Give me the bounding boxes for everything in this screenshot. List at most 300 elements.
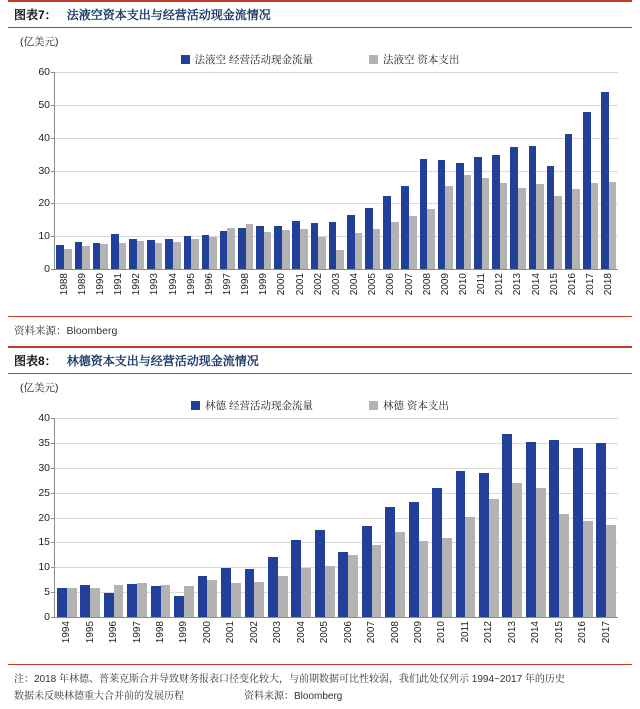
figure7-title: 法液空资本支出与经营活动现金流情况: [66, 8, 271, 22]
bar-capex: [300, 229, 308, 269]
bar-group: [109, 72, 127, 269]
figure7-legend-capex: [369, 52, 459, 67]
x-tick-cell: [102, 617, 125, 643]
x-tick-cell: [313, 617, 336, 643]
bar-group: [524, 418, 547, 617]
x-tick-label: 1993: [149, 273, 161, 296]
x-tick-cell: [200, 269, 218, 295]
bar-group: [164, 72, 182, 269]
bar-capex: [583, 521, 593, 617]
figure8-y-tick: 25: [38, 486, 50, 499]
bar-group: [243, 418, 266, 617]
x-tick-label: 1992: [131, 273, 143, 296]
x-tick-cell: [582, 269, 600, 295]
bar-cash-flow: [385, 507, 395, 617]
x-tick-cell: [454, 617, 477, 643]
bar-group: [55, 72, 73, 269]
bar-group: [600, 72, 618, 269]
x-tick-cell: [491, 269, 509, 295]
figure7-y-tick: 10: [38, 230, 50, 243]
figure8-chart: [8, 374, 632, 664]
x-tick-cell: [146, 269, 164, 295]
x-tick-cell: [548, 617, 571, 643]
figure8-note-line1: 注：2018 年林德、普莱克斯合并导致财务报表口径变化较大，与前期数据可比性较弱，我们此处仅列示 1994~2017 年的历史: [14, 674, 565, 685]
bar-group: [400, 72, 418, 269]
bar-group: [78, 418, 101, 617]
bar-cash-flow: [549, 440, 559, 617]
bar-group: [91, 72, 109, 269]
bar-capex: [209, 237, 217, 269]
figure8-y-tick: 20: [38, 511, 50, 524]
figure8-legend-capex: [369, 398, 449, 413]
x-tick-label: 2009: [439, 273, 451, 296]
bar-capex: [82, 246, 90, 269]
x-tick-label: 2009: [413, 621, 425, 644]
x-tick-label: 1999: [178, 621, 190, 644]
bar-capex: [301, 568, 311, 617]
x-tick-cell: [291, 269, 309, 295]
bar-cash-flow: [256, 226, 264, 269]
figure7-legend-cash-flow-label: 法液空 经营活动现金流量: [194, 54, 313, 66]
bar-cash-flow: [547, 166, 555, 269]
bar-capex: [395, 532, 405, 617]
bar-capex: [427, 209, 435, 269]
figure7-y-tick: 0: [44, 263, 50, 275]
x-tick-label: 2018: [603, 273, 615, 296]
figure8-y-unit: (亿美元): [20, 382, 59, 394]
x-tick-label: 2008: [421, 273, 433, 296]
bar-capex: [207, 580, 217, 617]
bar-capex: [64, 249, 72, 269]
bar-cash-flow: [526, 442, 536, 617]
bar-group: [477, 418, 500, 617]
bar-group: [509, 72, 527, 269]
legend-swatch-icon: [369, 401, 378, 410]
figure7-x-axis-labels: [55, 269, 618, 295]
x-tick-cell: [400, 269, 418, 295]
bar-capex: [609, 182, 617, 269]
bar-group: [383, 418, 406, 617]
figure7-y-tick: 40: [38, 131, 50, 144]
bar-group: [73, 72, 91, 269]
bar-group: [237, 72, 255, 269]
bar-group: [454, 72, 472, 269]
x-tick-label: 2000: [276, 273, 288, 296]
figure7-legend: [8, 52, 632, 67]
x-tick-cell: [125, 617, 148, 643]
bar-cash-flow: [274, 226, 282, 269]
bar-group: [128, 72, 146, 269]
bar-capex: [482, 178, 490, 269]
x-tick-label: 2004: [295, 621, 307, 644]
bar-capex: [373, 229, 381, 269]
bar-cash-flow: [529, 146, 537, 269]
legend-swatch-icon: [191, 401, 200, 410]
bar-cash-flow: [362, 526, 372, 617]
x-tick-label: 2015: [553, 621, 565, 644]
bar-cash-flow: [383, 196, 391, 269]
x-tick-cell: [290, 617, 313, 643]
bar-cash-flow: [401, 186, 409, 269]
bar-capex: [559, 514, 569, 617]
x-tick-label: 2011: [476, 273, 488, 295]
bar-group: [200, 72, 218, 269]
bar-group: [327, 72, 345, 269]
x-tick-cell: [346, 269, 364, 295]
bar-capex: [137, 241, 145, 269]
x-tick-label: 1996: [203, 273, 215, 296]
x-tick-cell: [164, 269, 182, 295]
x-tick-cell: [430, 617, 453, 643]
figure8-legend-capex-label: 林德 资本支出: [383, 400, 449, 412]
bar-cash-flow: [573, 448, 583, 617]
bar-group: [454, 418, 477, 617]
bar-group: [548, 418, 571, 617]
bar-cash-flow: [601, 92, 609, 269]
x-tick-label: 2004: [349, 273, 361, 296]
bar-group: [255, 72, 273, 269]
bar-capex: [278, 576, 288, 617]
x-tick-cell: [55, 617, 78, 643]
x-tick-label: 2003: [272, 621, 284, 644]
bar-group: [491, 72, 509, 269]
x-tick-cell: [73, 269, 91, 295]
bar-group: [336, 418, 359, 617]
bar-cash-flow: [409, 502, 419, 617]
bar-capex: [254, 582, 264, 617]
bar-cash-flow: [474, 157, 482, 269]
x-tick-label: 2001: [294, 273, 306, 296]
x-tick-label: 2002: [312, 273, 324, 296]
x-tick-label: 1998: [155, 621, 167, 644]
figure8-title: 林德资本支出与经营活动现金流情况: [66, 354, 259, 368]
bar-cash-flow: [184, 236, 192, 269]
bar-capex: [500, 183, 508, 269]
x-tick-label: 2005: [319, 621, 331, 644]
figure8-y-tick: 5: [44, 586, 50, 599]
bar-cash-flow: [127, 584, 137, 617]
figure7-label: 图表7：: [14, 8, 57, 22]
x-tick-label: 2016: [566, 273, 578, 296]
x-tick-label: 2008: [389, 621, 401, 644]
x-tick-label: 2007: [403, 273, 415, 296]
bar-group: [545, 72, 563, 269]
figure8-source: 资料来源：Bloomberg: [244, 691, 343, 702]
bar-group: [346, 72, 364, 269]
x-tick-cell: [237, 269, 255, 295]
bar-cash-flow: [104, 593, 114, 617]
bar-cash-flow: [338, 552, 348, 617]
x-tick-cell: [382, 269, 400, 295]
bar-capex: [231, 583, 241, 617]
x-tick-label: 2014: [530, 273, 542, 296]
figure7-y-tick: 30: [38, 164, 50, 177]
figure7-source: 资料来源：Bloomberg: [8, 316, 632, 346]
bar-cash-flow: [80, 585, 90, 617]
bar-capex: [518, 188, 526, 269]
bar-capex: [419, 541, 429, 617]
x-tick-label: 2003: [330, 273, 342, 296]
bar-cash-flow: [202, 235, 210, 269]
x-tick-cell: [182, 269, 200, 295]
x-tick-label: 2013: [512, 273, 524, 296]
bar-cash-flow: [147, 240, 155, 269]
bar-cash-flow: [456, 471, 466, 617]
figure8-footnotes: [8, 664, 632, 709]
bar-cash-flow: [596, 443, 606, 617]
bar-cash-flow: [565, 134, 573, 269]
bar-capex: [489, 499, 499, 617]
bar-cash-flow: [111, 234, 119, 269]
bar-capex: [355, 233, 363, 269]
x-tick-cell: [364, 269, 382, 295]
bar-capex: [325, 566, 335, 617]
x-tick-cell: [219, 617, 242, 643]
x-tick-label: 2012: [483, 621, 495, 644]
x-tick-cell: [571, 617, 594, 643]
figure8-bars: [55, 418, 618, 617]
bar-group: [182, 72, 200, 269]
x-tick-cell: [128, 269, 146, 295]
x-tick-label: 1990: [94, 273, 106, 296]
x-tick-cell: [383, 617, 406, 643]
bar-capex: [264, 232, 272, 269]
bar-capex: [318, 237, 326, 269]
bar-capex: [100, 244, 108, 269]
bar-group: [172, 418, 195, 617]
figure7-legend-capex-label: 法液空 资本支出: [383, 54, 460, 66]
x-tick-label: 1994: [61, 621, 73, 644]
figure8-y-tick: 0: [44, 611, 50, 623]
figure8-y-tick: 30: [38, 461, 50, 474]
bar-cash-flow: [221, 568, 231, 617]
bar-cash-flow: [502, 434, 512, 617]
x-tick-cell: [509, 269, 527, 295]
figure7-y-tick: 50: [38, 98, 50, 111]
bar-cash-flow: [315, 530, 325, 617]
bar-group: [125, 418, 148, 617]
bar-capex: [554, 196, 562, 269]
x-tick-cell: [454, 269, 472, 295]
bar-cash-flow: [245, 569, 255, 617]
bar-capex: [114, 585, 124, 617]
x-tick-label: 2010: [436, 621, 448, 644]
bar-cash-flow: [479, 473, 489, 617]
figure8-y-tick: 15: [38, 536, 50, 549]
bar-group: [364, 72, 382, 269]
bar-cash-flow: [420, 159, 428, 269]
bar-capex: [173, 242, 181, 269]
bar-capex: [536, 488, 546, 617]
figure8-y-tick: 40: [38, 412, 50, 424]
x-tick-label: 1994: [167, 273, 179, 296]
x-tick-label: 2005: [367, 273, 379, 296]
bar-group: [594, 418, 617, 617]
bar-cash-flow: [238, 228, 246, 269]
x-tick-cell: [545, 269, 563, 295]
bar-capex: [372, 545, 382, 617]
x-tick-cell: [336, 617, 359, 643]
x-tick-cell: [91, 269, 109, 295]
x-tick-label: 1997: [221, 273, 233, 296]
bar-cash-flow: [198, 576, 208, 617]
x-tick-label: 2013: [506, 621, 518, 644]
bar-cash-flow: [347, 215, 355, 269]
figure7-plot-area: [38, 66, 618, 296]
bar-cash-flow: [292, 221, 300, 269]
x-tick-cell: [594, 617, 617, 643]
bar-cash-flow: [432, 488, 442, 617]
x-tick-label: 2014: [530, 621, 542, 644]
x-tick-cell: [327, 269, 345, 295]
bar-group: [407, 418, 430, 617]
x-tick-cell: [524, 617, 547, 643]
bar-cash-flow: [129, 239, 137, 269]
figure8-x-axis-labels: [55, 617, 618, 643]
bar-capex: [445, 186, 453, 269]
bar-capex: [90, 588, 100, 617]
bar-capex: [391, 222, 399, 269]
bar-capex: [512, 483, 522, 617]
x-tick-cell: [196, 617, 219, 643]
x-tick-label: 1999: [258, 273, 270, 296]
bar-cash-flow: [311, 223, 319, 269]
bar-group: [430, 418, 453, 617]
bar-group: [360, 418, 383, 617]
bar-group: [473, 72, 491, 269]
bar-capex: [409, 216, 417, 269]
bar-cash-flow: [365, 208, 373, 269]
bar-group: [146, 72, 164, 269]
x-tick-cell: [309, 269, 327, 295]
bar-group: [527, 72, 545, 269]
bar-capex: [155, 243, 163, 269]
figure8-legend: [8, 398, 632, 413]
x-tick-label: 2016: [577, 621, 589, 644]
bar-cash-flow: [165, 239, 173, 269]
x-tick-cell: [243, 617, 266, 643]
bar-group: [291, 72, 309, 269]
bar-capex: [282, 230, 290, 269]
bar-capex: [348, 555, 358, 617]
bar-cash-flow: [291, 540, 301, 617]
bar-capex: [336, 250, 344, 269]
x-tick-label: 1996: [108, 621, 120, 644]
x-tick-cell: [255, 269, 273, 295]
x-tick-cell: [477, 617, 500, 643]
figure7-y-tick: 20: [38, 197, 50, 210]
x-tick-cell: [78, 617, 101, 643]
bar-group: [266, 418, 289, 617]
bar-group: [273, 72, 291, 269]
x-tick-label: 1991: [113, 273, 125, 296]
x-tick-label: 1988: [58, 273, 70, 296]
x-tick-cell: [473, 269, 491, 295]
x-tick-label: 2006: [342, 621, 354, 644]
x-tick-cell: [527, 269, 545, 295]
x-tick-cell: [436, 269, 454, 295]
x-tick-label: 2017: [585, 273, 597, 296]
x-tick-label: 2000: [201, 621, 213, 644]
x-tick-cell: [55, 269, 73, 295]
bar-capex: [67, 588, 77, 617]
bar-cash-flow: [151, 586, 161, 617]
bar-cash-flow: [75, 242, 83, 269]
bar-capex: [161, 585, 171, 617]
bar-capex: [464, 175, 472, 269]
x-tick-label: 2011: [459, 621, 471, 643]
bar-group: [149, 418, 172, 617]
x-tick-cell: [600, 269, 618, 295]
x-tick-cell: [266, 617, 289, 643]
legend-swatch-icon: [181, 55, 190, 64]
x-tick-label: 2010: [458, 273, 470, 296]
figure7-legend-cash-flow: [181, 52, 313, 67]
figure7-bars: [55, 72, 618, 269]
bar-capex: [606, 525, 616, 617]
bar-capex: [184, 586, 194, 617]
x-tick-label: 2002: [248, 621, 260, 644]
x-tick-label: 1989: [76, 273, 88, 296]
bar-capex: [227, 228, 235, 269]
bar-cash-flow: [329, 222, 337, 269]
bar-group: [418, 72, 436, 269]
bar-group: [55, 418, 78, 617]
bar-group: [501, 418, 524, 617]
bar-group: [196, 418, 219, 617]
bar-cash-flow: [583, 112, 591, 269]
x-tick-cell: [418, 269, 436, 295]
figure7-y-tick: 60: [38, 66, 50, 78]
x-tick-label: 2007: [366, 621, 378, 644]
x-tick-cell: [407, 617, 430, 643]
figure8-plot-area: [38, 412, 618, 644]
x-tick-cell: [273, 269, 291, 295]
x-tick-label: 2006: [385, 273, 397, 296]
x-tick-cell: [149, 617, 172, 643]
bar-capex: [191, 239, 199, 269]
bar-capex: [246, 224, 254, 269]
x-tick-label: 1995: [84, 621, 96, 644]
figure7-y-unit: (亿美元): [20, 36, 59, 48]
bar-cash-flow: [56, 245, 64, 269]
bar-group: [102, 418, 125, 617]
bar-cash-flow: [220, 231, 228, 269]
x-tick-label: 2015: [548, 273, 560, 296]
x-tick-label: 2017: [600, 621, 612, 644]
figure8-y-tick: 35: [38, 436, 50, 449]
figure8-legend-cash-flow: [191, 398, 313, 413]
bar-group: [571, 418, 594, 617]
bar-group: [219, 418, 242, 617]
x-tick-cell: [360, 617, 383, 643]
x-tick-cell: [501, 617, 524, 643]
figure8-note-line2: 数据未反映林德重大合并前的发展历程: [14, 691, 184, 702]
x-tick-cell: [109, 269, 127, 295]
x-tick-label: 1995: [185, 273, 197, 296]
bar-capex: [119, 243, 127, 269]
x-tick-cell: [563, 269, 581, 295]
bar-cash-flow: [268, 557, 278, 617]
figure8-label: 图表8：: [14, 354, 57, 368]
bar-group: [436, 72, 454, 269]
bar-group: [290, 418, 313, 617]
figure8-header: [8, 346, 632, 374]
figure8-y-tick: 10: [38, 561, 50, 574]
x-tick-label: 2012: [494, 273, 506, 296]
bar-capex: [572, 189, 580, 269]
x-tick-cell: [218, 269, 236, 295]
